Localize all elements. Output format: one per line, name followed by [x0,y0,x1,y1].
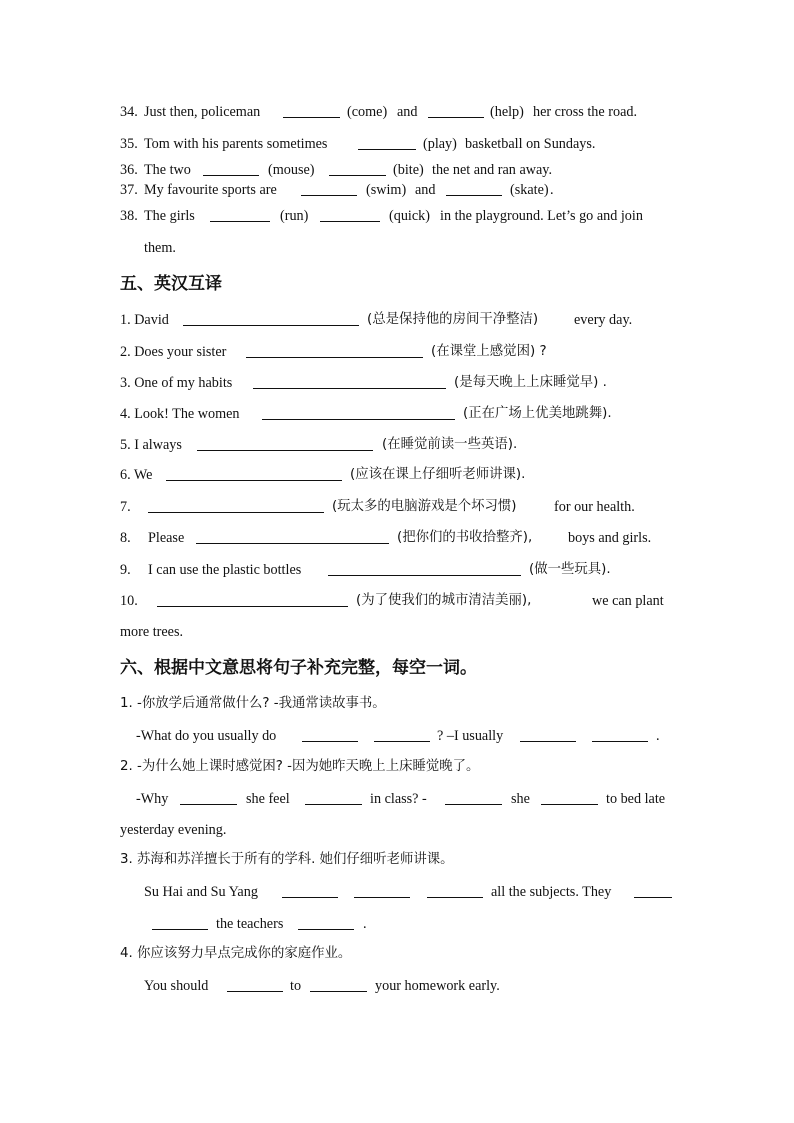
item-lead: 4. Look! The women [120,406,240,422]
item-lead: 3. One of my habits [120,375,233,391]
question-tail: the net and ran away. [432,162,553,178]
question-tail: . [550,182,554,198]
answer-blank[interactable] [301,181,357,196]
item-tail: for our health. [554,499,635,515]
item-lead: 6. We [120,467,153,483]
english-text: -What do you usually do [136,728,277,744]
question-tail: basketball on Sundays. [465,136,596,152]
verb-hint: (bite) [393,162,424,178]
answer-blank[interactable] [520,727,576,742]
item-lead: 8. [120,530,131,546]
english-text: all the subjects. They [491,884,612,900]
question-tail: in the playground. Let’s go and join [440,208,643,224]
english-continuation: yesterday evening. [120,822,227,838]
verb-hint: (help) [490,104,524,120]
english-text: . [656,728,660,744]
english-text: she [511,791,530,807]
answer-blank[interactable] [446,181,502,196]
item-tail: every day. [574,312,633,328]
answer-blank[interactable] [196,529,389,544]
answer-blank[interactable] [320,207,380,222]
chinese-hint: (在课堂上感觉困) ? [431,344,547,359]
verb-hint: (come) [347,104,388,120]
chinese-hint: (把你们的书收拾整齐), [397,530,533,545]
english-text: . [363,916,367,932]
question-continuation: them. [144,240,176,256]
answer-blank[interactable] [310,977,367,992]
item-lead: 9. [120,562,131,578]
answer-blank[interactable] [283,103,340,118]
section-6-title: 六、根据中文意思将句子补充完整，每空一词。 [120,658,477,678]
verb-hint: (play) [423,136,457,152]
english-text: -Why [136,791,169,807]
answer-blank[interactable] [227,977,283,992]
item-lead: 5. I always [120,437,182,453]
question-number: 35. [120,136,138,152]
chinese-hint: (玩太多的电脑游戏是个坏习惯) [332,499,517,514]
verb-hint: (skate) [510,182,549,198]
english-text: to [290,978,302,994]
chinese-sentence: 4. 你应该努力早点完成你的家庭作业。 [120,946,352,961]
item-tail: we can plant [592,593,664,609]
verb-hint: (swim) [366,182,407,198]
answer-blank[interactable] [282,883,338,898]
answer-blank[interactable] [203,161,259,176]
verb-hint: (run) [280,208,309,224]
chinese-hint: (总是保持他的房间干净整洁) [367,312,539,327]
answer-blank[interactable] [298,915,354,930]
answer-blank[interactable] [329,161,386,176]
question-tail: her cross the road. [533,104,638,120]
answer-blank[interactable] [592,727,648,742]
answer-blank[interactable] [183,311,359,326]
question-text: Just then, policeman [144,104,261,120]
english-text: ? –I usually [437,728,504,744]
answer-blank[interactable] [305,790,362,805]
question-number: 36. [120,162,138,178]
english-text: Su Hai and Su Yang [144,884,258,900]
question-text: Tom with his parents sometimes [144,136,328,152]
verb-hint: (mouse) [268,162,315,178]
english-text: in class? - [370,791,427,807]
answer-blank[interactable] [148,498,324,513]
item-continuation: more trees. [120,624,184,640]
item-lead-text: I can use the plastic bottles [148,562,302,578]
chinese-hint: (做一些玩具). [529,562,611,577]
question-text: The girls [144,208,195,224]
answer-blank[interactable] [210,207,270,222]
answer-blank[interactable] [634,883,672,898]
item-lead-text: Please [148,530,185,546]
answer-blank[interactable] [541,790,598,805]
section-5-title: 五、英汉互译 [120,274,222,294]
answer-blank[interactable] [197,436,373,451]
answer-blank[interactable] [166,466,342,481]
item-tail: boys and girls. [568,530,652,546]
answer-blank[interactable] [374,727,430,742]
answer-blank[interactable] [157,592,348,607]
question-number: 37. [120,182,138,198]
answer-blank[interactable] [262,405,455,420]
chinese-sentence: 3. 苏海和苏洋擅长于所有的学科. 她们仔细听老师讲课。 [120,852,454,867]
english-text: your homework early. [375,978,500,994]
answer-blank[interactable] [180,790,237,805]
chinese-hint: (在睡觉前读一些英语). [382,437,518,452]
answer-blank[interactable] [328,561,521,576]
english-text: to bed late [606,791,666,807]
chinese-hint: (为了使我们的城市清洁美丽), [356,593,532,608]
question-text: My favourite sports are [144,182,277,198]
answer-blank[interactable] [152,915,208,930]
verb-hint: (quick) [389,208,430,224]
chinese-hint: (正在广场上优美地跳舞). [463,406,612,421]
item-lead: 7. [120,499,131,515]
answer-blank[interactable] [354,883,410,898]
item-lead: 2. Does your sister [120,344,227,360]
english-text: You should [144,978,209,994]
answer-blank[interactable] [427,883,483,898]
conjunction: and [397,104,418,120]
chinese-sentence: 2. -为什么她上课时感觉困? -因为她昨天晚上上床睡觉晚了。 [120,759,480,774]
english-text: the teachers [216,916,284,932]
answer-blank[interactable] [428,103,484,118]
answer-blank[interactable] [358,135,416,150]
chinese-sentence: 1. -你放学后通常做什么? -我通常读故事书。 [120,696,386,711]
chinese-hint: (是每天晚上上床睡觉早) . [454,375,607,390]
chinese-hint: (应该在课上仔细听老师讲课). [350,467,526,482]
english-text: she feel [246,791,290,807]
item-lead: 1. David [120,312,169,328]
answer-blank[interactable] [253,374,446,389]
question-number: 34. [120,104,138,120]
conjunction: and [415,182,436,198]
item-lead: 10. [120,593,138,609]
question-text: The two [144,162,191,178]
answer-blank[interactable] [302,727,358,742]
question-number: 38. [120,208,138,224]
answer-blank[interactable] [445,790,502,805]
answer-blank[interactable] [246,343,423,358]
